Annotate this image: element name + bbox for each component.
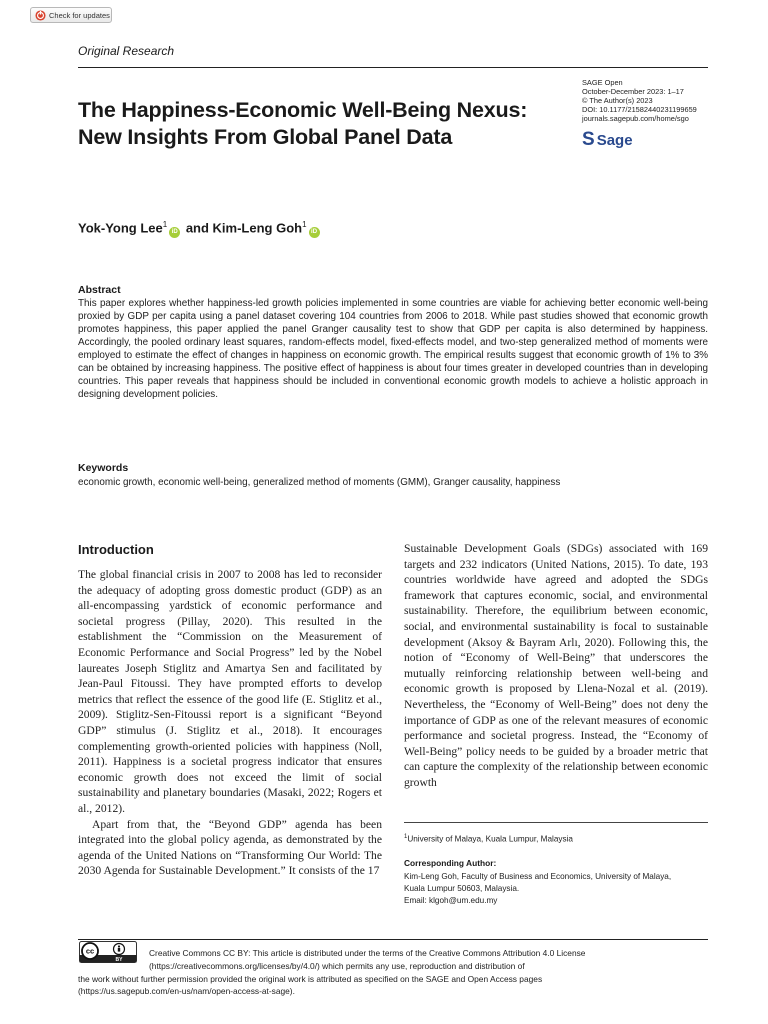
corresponding-author-line: Kim-Leng Goh, Faculty of Business and Economics, University of Malaya, [404, 872, 672, 881]
section-label: Original Research [78, 44, 175, 58]
journal-name: SAGE Open [582, 78, 623, 87]
author-name[interactable]: Kim-Leng Goh [212, 220, 303, 236]
check-for-updates-icon [35, 10, 46, 21]
body-column-right [404, 541, 708, 791]
orcid-icon[interactable]: iD [169, 227, 180, 238]
journal-issue: October-December 2023: 1–17 [582, 87, 684, 96]
abstract-heading: Abstract [78, 284, 121, 296]
sage-logo-text: Sage [596, 131, 633, 149]
affiliation-marker: 1 [302, 220, 307, 229]
top-divider [78, 67, 708, 68]
corresponding-author-line: Kuala Lumpur 50603, Malaysia. [404, 884, 520, 893]
doi-link[interactable]: DOI: 10.1177/21582440231199659 [582, 105, 697, 114]
corresponding-author-heading: Corresponding Author: [404, 858, 497, 868]
cc-by-label: BY [115, 957, 123, 963]
article-title: The Happiness-Economic Well-Being Nexus: New Insights From Global Panel Data [78, 98, 528, 149]
copyright-line: © The Author(s) 2023 [582, 96, 653, 105]
affiliation-note [404, 834, 573, 844]
body-paragraph: The global financial crisis in 2007 to 2008 has led to reconsider the adequacy of adopting gross domestic product (GDP) as an all-encompassing yardstick of economic performance and societal progress (Pillay, 2020). This resulted in the establishment the “Commission on the Measurement of Economic Performance and Social Progress” led by the Nobel laureates Joseph Stiglitz and Amartya Sen and facilitated by Jean-Paul Fitoussi. They have prompted efforts to develop metrics that reflect the essence of the good life (E. Stiglitz et al., 2009). Stiglitz-Sen-Fitoussi report is a significant “Beyond GDP” stimulus (J. Stiglitz et al., 2018). It encourages complementing growth-oriented policies with happiness (Noll, 2011). Happiness is a societal progress indicator that ensures economic growth does not exceed the limit of social sustainability and planetary boundaries (Masaki, 2022; Rogers et al., 2012). [78, 568, 382, 815]
body-paragraph: Sustainable Development Goals (SDGs) associated with 169 targets and 232 indicators (United Nations, 2015). To date, 193 countries worldwide have agreed and adopted the SDGs framework that captures economic, social, and environmental sustainability. Therefore, the equilibrium between economic, social, and environmental sustainability is focal to sustainable development (Aksoy & Bayram Arlı, 2020). Following this, the notion of “Economy of Well-Being” that underscores the mutually reinforcing relationship between well-being and economic growth is proposed by Llena-Nozal et al. (2019). Nevertheless, the “Economy of Well-Being” does not deny the importance of GDP as one of the relevant measures of economic performance and societal progress. Instead, the “Economy of Well-Being” policy needs to be guided by a broader metric that can capture the complexity of the relationship between economic growth [404, 542, 708, 789]
cc-badge-label: cc [85, 946, 95, 956]
license-divider [78, 939, 708, 940]
license-url[interactable]: (https://us.sagepub.com/en-us/nam/open-access-at-sage). [78, 986, 295, 997]
affiliation-marker: 1 [404, 834, 408, 840]
affiliation-marker: 1 [162, 220, 168, 229]
body-paragraph: Apart from that, the “Beyond GDP” agenda has been integrated into the global policy agenda, as demonstrated by the agenda of the United Nations on “Transforming Our World: The 2030 Agenda for Sustainable Development.” It consists of the 17 [78, 817, 382, 878]
abstract-text: This paper explores whether happiness-led growth policies implemented in some countries are viable for achieving better economic well-being proxied by GDP per capita using a panel dataset covering 104 countries from 2006 to 2018. While past studies showed that economic growth promotes happiness, this paper applied the panel Granger causality test to show that GDP per capita is also determined by happiness. Accordingly, the pooled ordinary least squares, random-effects model, fixed-effects model, and two-step generalized method of moments were employed to estimate the effect of changes in happiness on economic growth. The empirical results suggest that economic growth of 1% to 3% can be obtained by increasing happiness. The positive effect of happiness is about four times greater in developed countries than in developing countries. This paper reveals that happiness should be included in conventional economic growth models to achieve a holistic approach in designing development policies. [78, 298, 708, 400]
affiliation-text: University of Malaya, Kuala Lumpur, Malaysia [407, 834, 573, 844]
sage-logo-icon: S [582, 129, 595, 150]
check-for-updates-badge[interactable] [30, 7, 112, 23]
license-url[interactable]: (https://creativecommons.org/licenses/by/4.0/) which permits any use, reproduction and distribution of [149, 960, 525, 971]
corresponding-author-email[interactable]: Email: klgoh@um.edu.my [404, 896, 498, 905]
sage-logo [582, 130, 633, 150]
author-list [78, 220, 322, 238]
check-for-updates-label: Check for updates [49, 10, 110, 20]
license-line: Creative Commons CC BY: This article is distributed under the terms of the Creative Commons Attribution 4.0 License [149, 948, 586, 958]
introduction-heading: Introduction [78, 542, 154, 557]
orcid-icon[interactable]: iD [309, 227, 320, 238]
keywords-text: economic growth, economic well-being, generalized method of moments (GMM), Granger causality, happiness [78, 477, 561, 488]
license-line: the work without further permission provided the original work is attributed as specified on the SAGE and Open Access pages [78, 973, 543, 984]
body-column-left [78, 567, 382, 879]
journal-info [582, 78, 697, 123]
license-notice [78, 947, 708, 998]
footnote-divider [404, 822, 708, 823]
keywords-heading: Keywords [78, 462, 129, 474]
corresponding-author-details [404, 871, 671, 907]
journal-url[interactable]: journals.sagepub.com/home/sgo [582, 114, 689, 123]
author-name[interactable]: Yok-Yong Lee [78, 220, 163, 236]
author-separator: and [182, 220, 213, 236]
